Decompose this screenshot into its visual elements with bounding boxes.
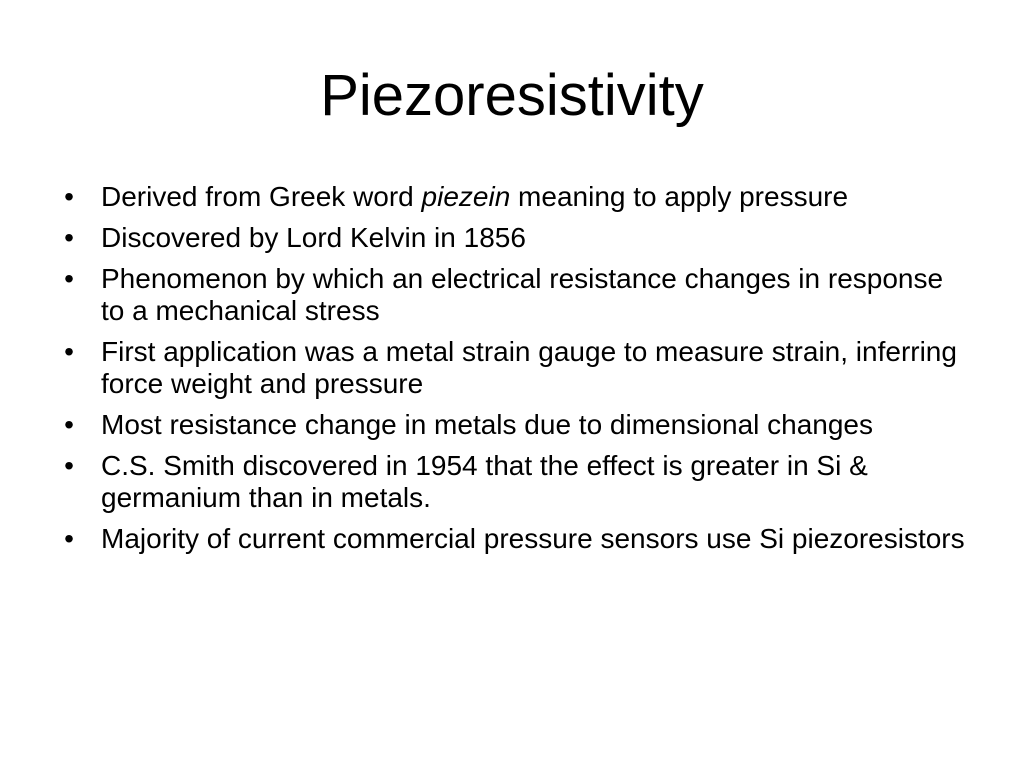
slide-title: Piezoresistivity bbox=[320, 63, 704, 128]
bullet-text: Majority of current commercial pressure sensors use Si piezoresistors bbox=[101, 523, 965, 554]
bullet-dot-icon: • bbox=[64, 523, 74, 554]
bullet-text: Phenomenon by which an electrical resistance changes in response to a mechanical stress bbox=[101, 263, 944, 326]
bullet-dot-icon: • bbox=[64, 263, 74, 294]
bullet-item bbox=[54, 523, 974, 555]
bullet-item bbox=[54, 450, 974, 514]
bullet-item bbox=[54, 222, 974, 254]
bullet-item bbox=[54, 181, 974, 213]
bullet-item bbox=[54, 263, 974, 327]
bullet-dot-icon: • bbox=[64, 181, 74, 212]
bullet-dot-icon: • bbox=[64, 450, 74, 481]
bullet-dot-icon: • bbox=[64, 336, 74, 367]
bullet-item bbox=[54, 409, 974, 441]
bullet-emphasis: piezein bbox=[421, 181, 511, 212]
bullet-text: Most resistance change in metals due to dimensional changes bbox=[101, 409, 873, 440]
bullet-list bbox=[54, 181, 974, 564]
bullet-text: Discovered by Lord Kelvin in 1856 bbox=[101, 222, 526, 253]
bullet-text-suffix: meaning to apply pressure bbox=[510, 181, 849, 212]
bullet-dot-icon: • bbox=[64, 409, 74, 440]
bullet-text: C.S. Smith discovered in 1954 that the effect is greater in Si & germanium than in metals. bbox=[101, 450, 868, 513]
bullet-text: First application was a metal strain gauge to measure strain, inferring force weight and pressure bbox=[101, 336, 957, 399]
bullet-item bbox=[54, 336, 974, 400]
bullet-dot-icon: • bbox=[64, 222, 74, 253]
bullet-text-prefix: Derived from Greek word bbox=[101, 181, 422, 212]
